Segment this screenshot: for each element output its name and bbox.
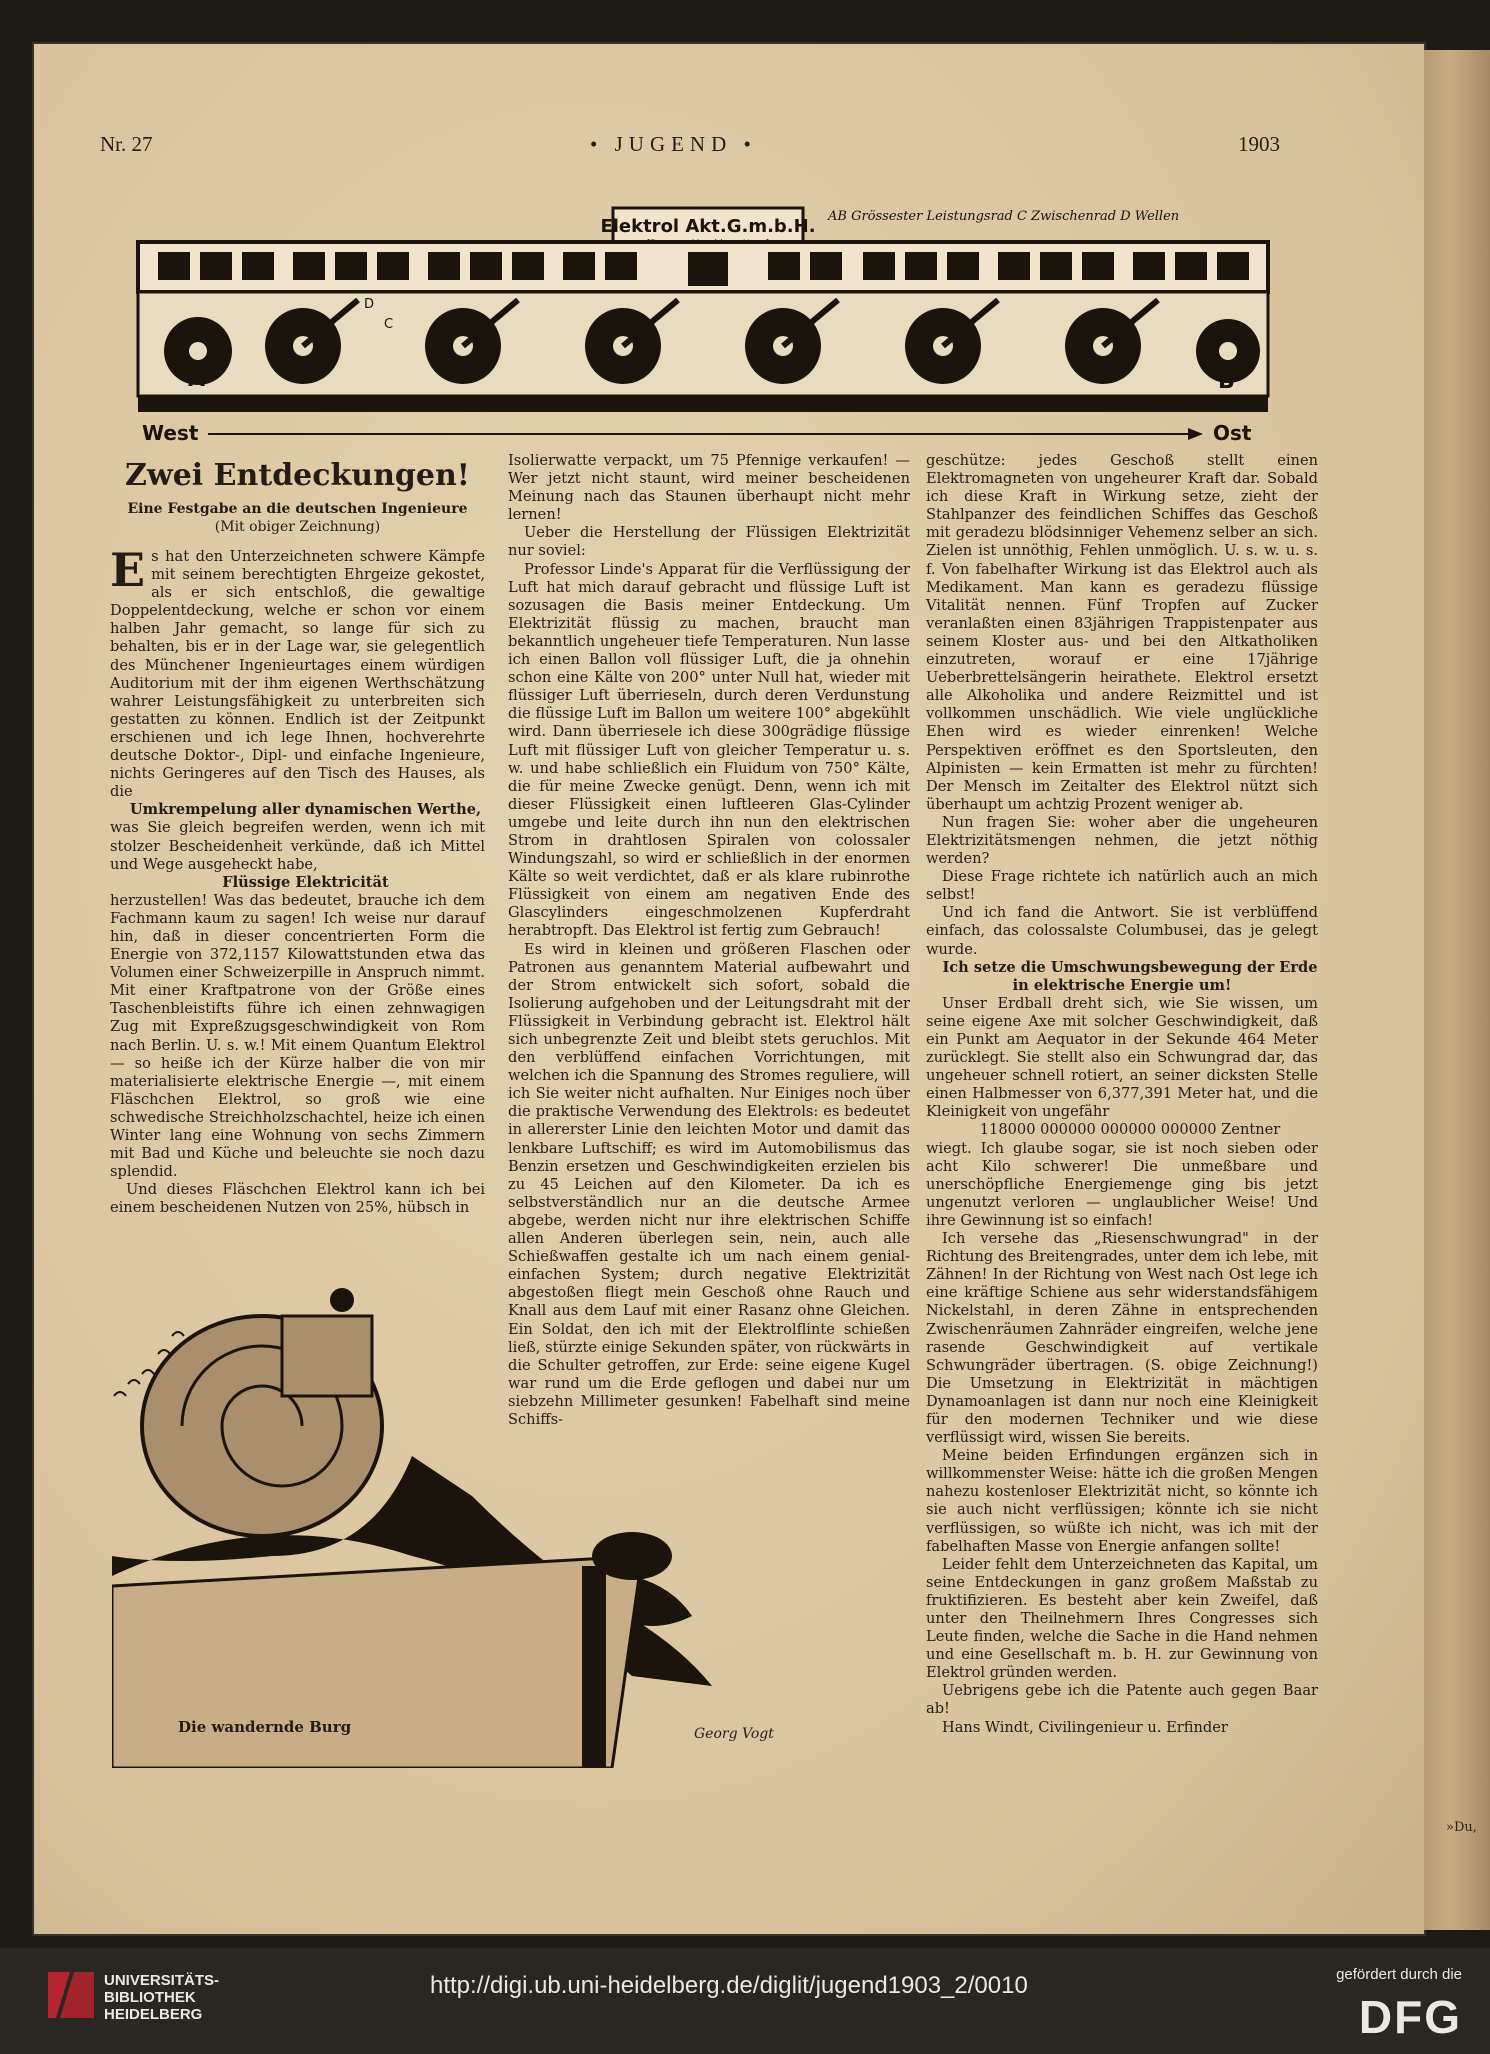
emphasis-heading: Umkrempelung aller dynamischen Werthe,	[129, 801, 482, 819]
paragraph: Es hat den Unterzeichneten schwere Kämpfe mit seinem berechtigten Ehrgeize gekostet, als er sich entschloß, die gewaltige Doppelentdeckung, welche er schon vor einem halben Jahr gemacht, so lange für sich zu behalten, bis er in der Lage war, sie gelegentlich des Münchener Ingenieurtages einem würdigen Auditorium mit der ihm eigenen Werthschätzung wahrer Leistungsfähigkeit zu unterbreiten sich gestatten zu können. Endlich ist der Zeitpunkt erschienen und ich lege Ihnen, hochverehrte deutsche Doktor-, Dipl- und einfache Ingenieure, nichts Geringeres auf den Tisch des Hauses, als die	[110, 543, 485, 801]
paragraph: Leider fehlt dem Unterzeichneten das Kapital, um seine Entdeckungen in ganz großem Maßstab zu fruktifizieren. Es besteht aber kein Zweifel, daß unter den Theilnehmern Ihres Congresses sich Leute finden, welche die Sache in die Hand nehmen und eine Gesellschaft m. b. H. zur Gewinnung von Elektrol gründen werden.	[926, 1555, 1318, 1682]
illustration-artist: Georg Vogt	[694, 1726, 774, 1742]
article-subtitle: Eine Festgabe an die deutschen Ingenieure	[127, 501, 468, 517]
signature: Hans Windt, Civilingenieur u. Erfinder	[942, 1718, 1228, 1736]
emphasis-heading: Flüssige Elektricität	[222, 873, 389, 891]
running-header	[100, 132, 1280, 162]
dynamo-house-illustration	[128, 196, 1288, 448]
paragraph: Diese Frage richtete ich natürlich auch an mich selbst!	[926, 868, 1318, 904]
paragraph: Ich versehe das „Riesenschwungrad" in der Richtung des Breitengrades, unter dem ich lebe, mit Zähnen! In der Richtung von West nach Ost lege ich eine kräftige Schiene aus sehr widerstandsfähigem Nickelstahl, in deren Zähne in entsprechenden Zwischenräumen Zahnräder eingreifen, welche jene rasende Geschwindigkeit auf vertikale Schwungräder übertragen. (S. obige Zeichnung!) Die Umsetzung in Elektrizität in mächtigen Dynamoanlagen ist dann nur noch eine Kleinigkeit für den modernen Techniker und wie diese verflüssigt wird, wissen Sie bereits.	[926, 1230, 1318, 1447]
paragraph: Und dieses Fläschchen Elektrol kann ich bei einem bescheidenen Nutzen von 25%, hübsch in	[110, 1181, 485, 1217]
paragraph: Es wird in kleinen und größeren Flaschen oder Patronen aus genanntem Material aufbewahrt und der Strom entwickelt sich sofort, sobald die Isolierung aufgehoben und der Leitungsdraht mit der Flüssigkeit in Verbindung gebracht ist. Elektrol hält sich unbegrenzte Zeit und bleibt stets geruchlos. Mit den verblüffend einfachen Vorrichtungen, mit welchen ich die Spannung des Stromes reguliere, will ich Sie weiter nicht aufhalten. Nur Einiges noch über die praktische Verwendung des Elektrols: es bedeutet in allererster Linie den leichten Motor und damit das lenkbare Luftschiff; es wird im Automobilismus das Benzin ersetzen und Geschwindigkeiten erzielen bis zu 45 Leichen auf den Kilometer. Da ich es selbstverständlich nur an die deutsche Armee abgebe, werden nicht nur ihre elektrischen Schiffe allen Anderen überlegen sein, nein, auch alle Schießwaffen gestalte ich um nach einem genial-einfachen System; durch negative Elektrizität abgestoßen fliegt mein Geschoß ohne Rauch und Knall aus dem Lauf mit einer Rasanz ohne Gleichen. Ein Soldat, den ich mit der Elektrolflinte schießen ließ, stürzte einige Sekunden später, von rückwärts in die Schulter getroffen, zur Erde: seine eigene Kugel war rund um die Erde geflogen und dabei nur um siebzehn Millimeter gesunken! Fabelhaft sind meine Schiffs-	[508, 940, 910, 1428]
paragraph: geschütze: jedes Geschoß stellt einen Elektromagneten von ungeheurer Kraft dar. Sobald ich diese Kraft in Wirkung setze, zieht der Stahlpanzer des feindlichen Schiffes das Geschoß mit geradezu blödsinniger Vehemenz selber an sich. Zielen ist unnöthig, Fehlen unmöglich. U. s. w. u. s. f. Von fabelhafter Wirkung ist das Elektrol auch als Medikament. Man kann es geradezu flüssige Vitalität nennen. Fünf Tropfen auf Zucker veranlaßten einen 83jährigen Trappistenpater aus seinem Kloster aus- und bei den Altkatholiken einzutreten, worauf er eine 17jährige Ueberbrettelsängerin heirathete. Elektrol ersetzt alle Alkoholika und andere Reizmittel und ist vollkommen unschädlich. Wie viele unglückliche Ehen wird es wieder einrenken! Welche Perspektiven eröffnet es den Sportsleuten, den Alpinisten — kein Ermatten ist mehr zu fürchten! Der Mensch im Zeitalter des Elektrol nützt sich überhaupt um achtzig Prozent weniger ab.	[926, 452, 1318, 813]
article-column-3	[926, 452, 1318, 1737]
issue-number: Nr. 27	[100, 132, 153, 156]
article-column-1	[110, 452, 485, 1217]
paragraph: Und ich fand die Antwort. Sie ist verblüffend einfach, das colossalste Columbusei, das je gelegt wurde.	[926, 904, 1318, 958]
sign-text: Elektrol Akt.G.m.b.H.	[600, 216, 816, 237]
frog	[592, 1532, 672, 1580]
article-title: Zwei Entdeckungen!	[125, 458, 470, 493]
wandering-castle-illustration	[112, 1256, 830, 1768]
label-d: D	[364, 297, 375, 312]
toothed-rail	[138, 396, 1268, 412]
ost-label: Ost	[1213, 421, 1252, 445]
article-note: (Mit obiger Zeichnung)	[214, 519, 381, 535]
paragraph: Professor Linde's Apparat für die Verflüssigung der Luft hat mich darauf gebracht und flüssige Luft ist sozusagen die Basis meiner Entdeckung. Um Elektrizität flüssig zu machen, braucht man bekanntlich ungeheuer tiefe Temperaturen. Nun lasse ich einen Ballon voll flüssiger Luft, die ja ohnehin schon eine Kälte von 200° unter Null hat, wieder mit flüssiger Luft überrieseln, durch deren Verdunstung die flüssige Luft im Ballon um weitere 100° abgekühlt wird. Dann überriesele ich diese 300grädige flüssige Luft mit flüssiger Luft von gleicher Temperatur u. s. w. und habe schließlich ein Fluidum von 750° Kälte, die für meine Zwecke genügt. Denn, wenn ich mit dieser Flüssigkeit einen luftleeren Glas-Cylinder umgebe und leite durch ihn nun den elektrischen Strom in drahtlosen Spiralen von colossaler Windungszahl, so wird er schließlich in der enormen Kälte so weit verdichtet, daß er als klare rubinrothe Flüssigkeit von einem am negativen Ende des Glascylinders eingeschmolzenen Kupferdraht herabtropft. Das Elektrol ist fertig zum Gebrauch!	[508, 560, 910, 940]
next-page-edge	[1424, 50, 1490, 1930]
paragraph: wiegt. Ich glaube sogar, sie ist noch sieben oder acht Kilo schwerer! Die unmeßbare und unerschöpfliche Energiemenge ging bis jetzt ungenutzt verloren — unglaublicher Weise! Und ihre Gewinnung ist so einfach!	[926, 1139, 1318, 1229]
library-name: UNIVERSITÄTS- BIBLIOTHEK HEIDELBERG	[104, 1972, 220, 2023]
drop-cap: E	[110, 543, 146, 597]
emphasis-heading: Ich setze die Umschwungsbewegung der Erde in elektrische Energie um!	[942, 958, 1318, 994]
table-top	[112, 1556, 642, 1768]
magazine-title: • JUGEND •	[590, 132, 757, 156]
arrow-head	[1188, 428, 1203, 440]
illustration-caption: Die wandernde Burg	[178, 1718, 352, 1736]
paragraph: Nun fragen Sie: woher aber die ungeheuren Elektrizitätsmengen nehmen, die jetzt nöthig werden?	[926, 813, 1318, 868]
gear-legend: AB Grössester Leistungsrad C Zwischenrad D Wellen	[828, 209, 1180, 224]
label-a: A	[188, 367, 206, 392]
west-label: West	[142, 421, 199, 445]
paragraph: Meine beiden Erfindungen ergänzen sich in willkommenster Weise: hätte ich die großen Mengen nahezu kostenloser Elektrizität nicht, so könnte ich sie auch nicht verflüssigen; könnte ich sie nicht verflüssigen, so wüßte ich nicht, was ich mit der fabelhaften Masse von Energie anfangen sollte!	[926, 1447, 1318, 1555]
paragraph: Isolierwatte verpackt, um 75 Pfennige verkaufen! — Wer jetzt nicht staunt, wird meiner bescheidenen Meinung nach das Staunen überhaupt nicht mehr lernen!	[508, 452, 910, 524]
year: 1903	[1238, 132, 1280, 156]
source-url-link[interactable]: http://digi.ub.uni-heidelberg.de/diglit/jugend1903_2/0010	[430, 1972, 1028, 1999]
paragraph: Unser Erdball dreht sich, wie Sie wissen, um seine eigene Axe mit solcher Geschwindigkeit, daß ein Punkt am Aequator in der Sekunde 464 Meter zurücklegt. Sie stellt also ein Schwungrad dar, das ungeheuer schnell rotiert, an seiner dicksten Stelle einen Halbmesser von 6,377,391 Meter hat, und die Kleinigkeit von ungefähr	[926, 994, 1318, 1121]
paragraph: Ueber die Herstellung der Flüssigen Elektrizität nur soviel:	[508, 524, 910, 560]
paragraph: Uebrigens gebe ich die Patente auch gegen Baar ab!	[926, 1682, 1318, 1718]
ub-heidelberg-logo-icon	[46, 1968, 96, 2022]
paragraph: herzustellen! Was das bedeutet, brauche ich dem Fachmann kaum zu sagen! Ich weise nur darauf hin, daß in dieser concentrierten Form die Energie von 372,1157 Kilowattstunden etwa das Volumen einer Schweizerpille in Anspruch nimmt. Mit einer Kraftpatrone von der Größe eines Taschenbleistifts führe ich einen zehnwagigen Zug mit Expreßzugsgeschwindigkeit von Rom nach Berlin. U. s. w.! Mit einem Quantum Elektrol — so heiße ich der Kürze halber die von mir materialisierte elektrische Energie —, mit einem Fläschchen Elektrol, so groß wie eine schwedische Streichholzschachtel, heize ich einen Winter lang eine Wohnung von sechs Zimmern mit Bad und Küche und beleuchte sie noch dazu splendid.	[110, 891, 485, 1181]
label-b: B	[1218, 369, 1235, 394]
table-leg	[582, 1566, 606, 1768]
label-c: C	[384, 317, 394, 332]
paragraph: was Sie gleich begreifen werden, wenn ich mit stolzer Bescheidenheit verkünde, daß ich Mittel und Wege ausgeheckt habe,	[110, 819, 485, 873]
digitization-footer	[0, 1948, 1490, 2054]
figure-on-castle	[330, 1288, 354, 1312]
dfg-logo: DFG	[1358, 1991, 1462, 2043]
large-number: 118000 000000 000000 000000 Zentner	[979, 1121, 1281, 1139]
funding-caption: gefördert durch die	[1336, 1966, 1462, 1983]
castle	[282, 1316, 372, 1396]
margin-fragment: »Du,	[1446, 1820, 1477, 1835]
